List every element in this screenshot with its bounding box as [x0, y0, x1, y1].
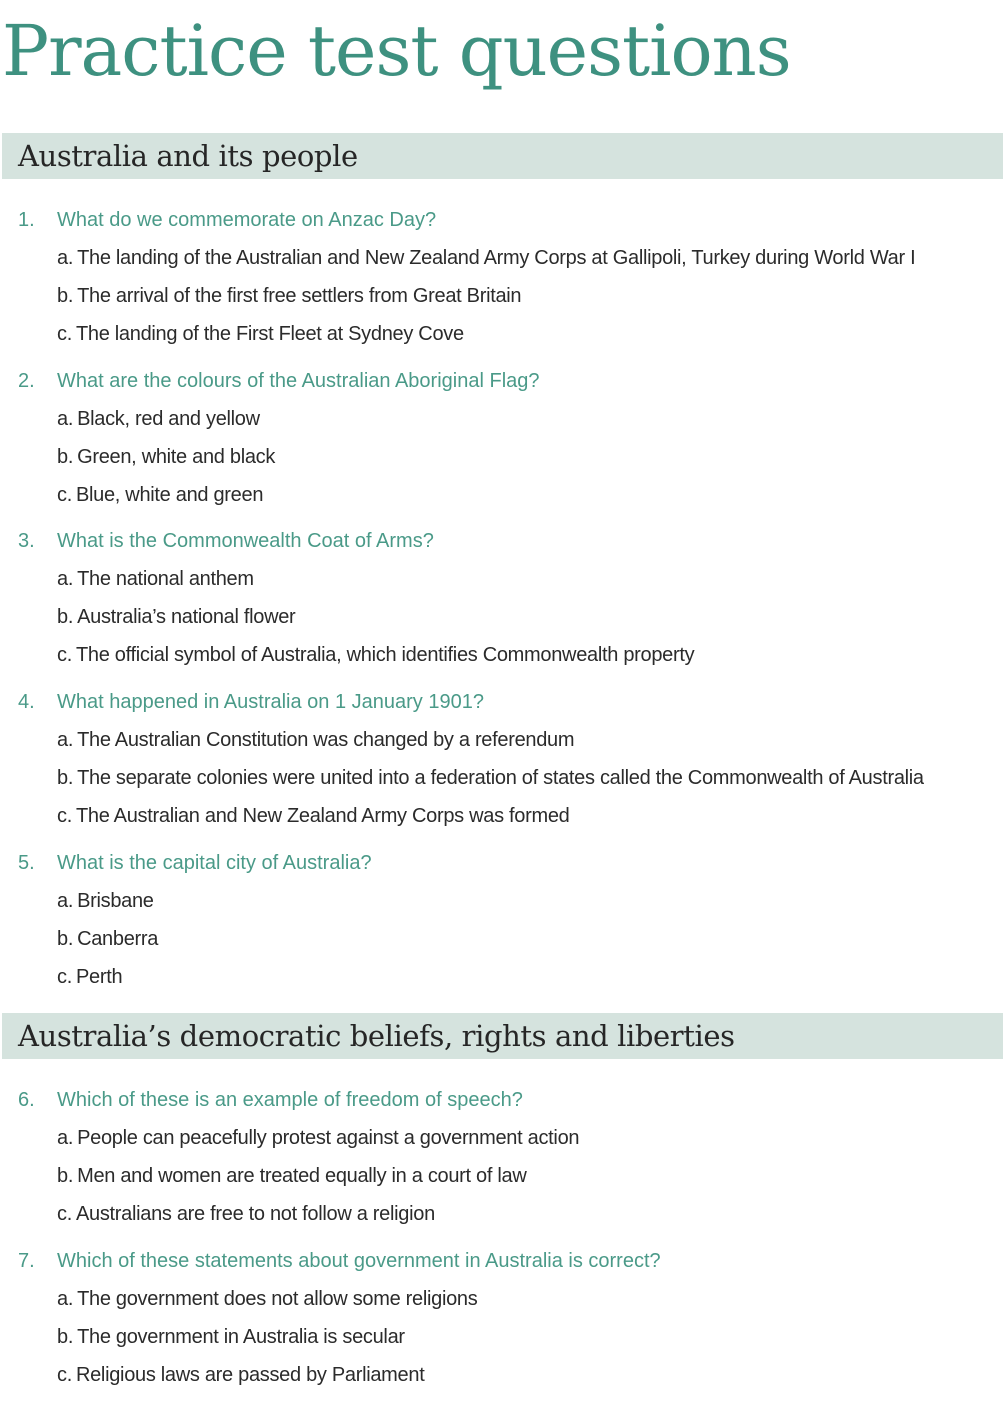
answer-option-a[interactable]: [0, 1119, 1003, 1157]
question-text: What is the Commonwealth Coat of Arms?: [57, 530, 434, 552]
option-letter: a.: [57, 890, 74, 912]
answer-option-a[interactable]: [0, 239, 1003, 277]
answer-option-b[interactable]: [0, 277, 1003, 315]
question-5: [0, 844, 1003, 996]
answer-option-c[interactable]: [0, 476, 1003, 514]
option-text: The Australian Constitution was changed by a referendum: [77, 729, 575, 751]
option-text: The government in Australia is secular: [77, 1326, 405, 1348]
option-text: Canberra: [77, 928, 159, 950]
option-letter: c.: [57, 805, 72, 827]
option-letter: a.: [57, 1288, 74, 1310]
option-text: Men and women are treated equally in a court of law: [77, 1165, 527, 1187]
page-title: Practice test questions: [2, 10, 791, 92]
question-number: 5.: [18, 852, 35, 874]
answer-option-a[interactable]: [0, 882, 1003, 920]
answer-option-c[interactable]: [0, 1195, 1003, 1233]
option-text: Green, white and black: [77, 446, 276, 468]
question-heading: [0, 1242, 1003, 1280]
question-heading: [0, 362, 1003, 400]
option-text: The landing of the First Fleet at Sydney Cove: [75, 323, 464, 345]
answer-option-c[interactable]: [0, 797, 1003, 835]
question-heading: [0, 1081, 1003, 1119]
question-1: [0, 201, 1003, 353]
question-4: [0, 683, 1003, 835]
answer-option-c[interactable]: [0, 315, 1003, 353]
question-heading: [0, 522, 1003, 560]
question-text: What happened in Australia on 1 January 1901?: [57, 691, 484, 713]
question-7: [0, 1242, 1003, 1394]
answer-option-c[interactable]: [0, 636, 1003, 674]
question-number: 3.: [18, 530, 35, 552]
option-letter: a.: [57, 408, 74, 430]
question-text: Which of these is an example of freedom of speech?: [57, 1089, 523, 1111]
question-3: [0, 522, 1003, 674]
option-letter: b.: [57, 1326, 74, 1348]
option-text: People can peacefully protest against a government action: [77, 1127, 580, 1149]
option-text: Black, red and yellow: [77, 408, 260, 430]
question-number: 2.: [18, 370, 35, 392]
question-number: 7.: [18, 1250, 35, 1272]
option-text: The official symbol of Australia, which identifies Commonwealth property: [75, 644, 695, 666]
option-letter: c.: [57, 1364, 72, 1386]
option-letter: a.: [57, 729, 74, 751]
option-letter: c.: [57, 966, 72, 988]
question-6: [0, 1081, 1003, 1233]
option-letter: b.: [57, 285, 74, 307]
answer-option-b[interactable]: [0, 1157, 1003, 1195]
answer-option-b[interactable]: [0, 759, 1003, 797]
option-text: The arrival of the first free settlers from Great Britain: [77, 285, 522, 307]
option-text: The separate colonies were united into a federation of states called the Commonwealth of Australia: [77, 767, 924, 789]
answer-option-b[interactable]: [0, 438, 1003, 476]
question-heading: [0, 844, 1003, 882]
option-letter: b.: [57, 928, 74, 950]
option-text: Perth: [75, 966, 123, 988]
section-title: Australia and its people: [18, 139, 358, 173]
option-letter: c.: [57, 323, 72, 345]
answer-option-c[interactable]: [0, 958, 1003, 996]
answer-option-c[interactable]: [0, 1356, 1003, 1394]
option-letter: c.: [57, 1203, 72, 1225]
option-letter: c.: [57, 484, 72, 506]
question-heading: [0, 683, 1003, 721]
question-text: What is the capital city of Australia?: [57, 852, 372, 874]
option-letter: b.: [57, 1165, 74, 1187]
option-text: Religious laws are passed by Parliament: [75, 1364, 425, 1386]
question-text: Which of these statements about government in Australia is correct?: [57, 1250, 661, 1272]
question-2: [0, 362, 1003, 514]
answer-option-b[interactable]: [0, 598, 1003, 636]
option-letter: a.: [57, 1127, 74, 1149]
section-title: Australia’s democratic beliefs, rights and liberties: [18, 1019, 735, 1053]
answer-option-a[interactable]: [0, 560, 1003, 598]
section-header-democratic-beliefs: [2, 1013, 1003, 1059]
option-letter: b.: [57, 446, 74, 468]
option-text: Brisbane: [77, 890, 154, 912]
option-text: Australia’s national flower: [77, 606, 296, 628]
answer-option-a[interactable]: [0, 1280, 1003, 1318]
option-text: The Australian and New Zealand Army Corps was formed: [75, 805, 570, 827]
option-letter: b.: [57, 606, 74, 628]
answer-option-a[interactable]: [0, 400, 1003, 438]
option-letter: a.: [57, 568, 74, 590]
option-text: The government does not allow some religions: [77, 1288, 478, 1310]
option-letter: b.: [57, 767, 74, 789]
answer-option-b[interactable]: [0, 920, 1003, 958]
question-number: 4.: [18, 691, 35, 713]
answer-option-b[interactable]: [0, 1318, 1003, 1356]
question-heading: [0, 201, 1003, 239]
question-text: What are the colours of the Australian Aboriginal Flag?: [57, 370, 540, 392]
option-text: Blue, white and green: [75, 484, 264, 506]
option-text: The national anthem: [77, 568, 254, 590]
question-number: 1.: [18, 209, 35, 231]
option-text: Australians are free to not follow a religion: [75, 1203, 435, 1225]
option-letter: a.: [57, 247, 74, 269]
question-text: What do we commemorate on Anzac Day?: [57, 209, 437, 231]
answer-option-a[interactable]: [0, 721, 1003, 759]
section-header-australia-and-its-people: [2, 133, 1003, 179]
option-letter: c.: [57, 644, 72, 666]
option-text: The landing of the Australian and New Zealand Army Corps at Gallipoli, Turkey during World War I: [77, 247, 916, 269]
question-number: 6.: [18, 1089, 35, 1111]
